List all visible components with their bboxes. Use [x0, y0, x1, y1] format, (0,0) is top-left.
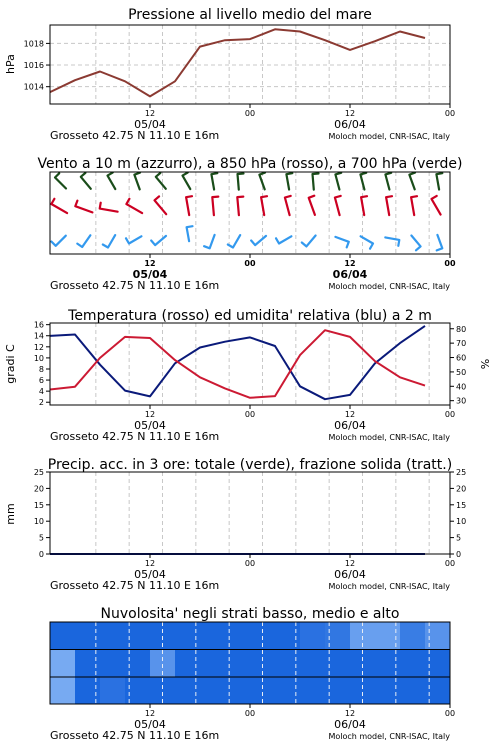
wind-barb	[126, 236, 141, 243]
cloud-cell	[175, 650, 201, 678]
y-tick-label: 20	[456, 484, 467, 494]
humidity-ylabel: %	[479, 358, 492, 370]
temperature-series	[50, 326, 425, 399]
wind-barb	[108, 173, 116, 190]
y-tick-label: 15	[33, 500, 44, 510]
y-tick-label: 25	[456, 468, 467, 477]
pressure-x-ticks	[50, 104, 455, 142]
pressure-y-ticks	[24, 39, 50, 91]
cloud-cell	[375, 650, 401, 678]
cloud-cell	[400, 677, 426, 705]
x-tick-label: 12	[144, 410, 156, 419]
y-tick-label: 10	[33, 353, 44, 363]
x-tick-label: 00	[444, 109, 456, 118]
pressure-panel	[4, 7, 455, 142]
y-tick-label: 5	[38, 533, 44, 543]
y-tick-label: 30	[456, 396, 467, 406]
cloud-cell	[50, 650, 76, 678]
cloud-cell	[275, 650, 301, 678]
cloud-cell	[300, 650, 326, 678]
location-label: Grosseto 42.75 N 11.10 E 16m	[50, 430, 220, 443]
model-label: Moloch model, CNR-ISAC, Italy	[328, 582, 450, 591]
wind-barb	[285, 196, 291, 215]
cloud-cell	[175, 677, 201, 705]
cloud-cell	[200, 650, 226, 678]
x-tick-label: 00	[444, 559, 456, 568]
cloud-cell	[175, 622, 201, 650]
x-tick-label: 12	[144, 109, 156, 118]
wind-barb	[237, 197, 243, 216]
y-tick-label: 8	[38, 364, 44, 374]
cloud-cell	[100, 650, 126, 678]
cloud-cell	[300, 677, 326, 705]
cloud-cell	[275, 622, 301, 650]
y-tick-label: 70	[456, 339, 467, 349]
location-label: Grosseto 42.75 N 11.10 E 16m	[50, 579, 220, 592]
cloud-cell	[75, 622, 101, 650]
pressure-title: Pressione al livello medio del mare	[128, 7, 372, 23]
cloud-cell	[200, 677, 226, 705]
wind-barb	[55, 173, 66, 188]
wind-barb	[211, 173, 217, 189]
temperature-title: Temperatura (rosso) ed umidita' relativa (blu) a 2 m	[68, 308, 432, 324]
date-label: 05/04	[132, 268, 168, 281]
wind-plot-frame	[50, 172, 450, 254]
y-tick-label: 12	[33, 342, 44, 352]
x-tick-label: 12	[144, 559, 156, 568]
x-tick-label: 12	[344, 109, 356, 118]
wind-barb	[313, 174, 319, 190]
cloud-cell	[75, 677, 101, 705]
temperature-plot-frame	[50, 323, 450, 405]
wind-barb	[77, 235, 90, 247]
cloud-x-ticks	[50, 704, 455, 742]
model-label: Moloch model, CNR-ISAC, Italy	[328, 433, 450, 442]
wind-barb	[100, 203, 118, 212]
wind-barb	[385, 173, 391, 190]
x-tick-label: 12	[144, 709, 156, 718]
y-tick-label: 4	[38, 387, 44, 397]
model-label: Moloch model, CNR-ISAC, Italy	[328, 132, 450, 141]
y-tick-label: 20	[33, 484, 44, 494]
y-tick-label: 60	[456, 353, 467, 363]
x-tick-label: 00	[444, 259, 456, 268]
precip-panel	[4, 457, 466, 592]
x-tick-label: 00	[444, 709, 456, 718]
wind-barb	[238, 174, 244, 190]
wind-barb	[75, 201, 92, 213]
wind-barb	[386, 196, 392, 215]
wind-barb	[302, 236, 316, 247]
wind-barb	[411, 236, 420, 251]
model-label: Moloch model, CNR-ISAC, Italy	[328, 732, 450, 741]
wind-barb	[134, 173, 140, 190]
wind-barb	[212, 197, 218, 216]
cloud-cell	[50, 677, 76, 705]
humidity-y-ticks	[450, 325, 466, 406]
wind-barb	[286, 173, 292, 189]
x-tick-label: 00	[244, 559, 256, 568]
temperature-y-ticks	[34, 321, 50, 408]
wind-barb	[187, 226, 193, 241]
wind-barb	[436, 173, 442, 189]
y-tick-label: 2	[38, 398, 44, 408]
wind-barb	[186, 196, 192, 215]
precip-y-ticks-right	[450, 468, 466, 559]
x-tick-label: 00	[244, 109, 256, 118]
wind-barb	[52, 236, 66, 246]
wind-barb	[409, 173, 415, 190]
cloud-cell	[100, 622, 126, 650]
pressure-plot-frame	[50, 25, 450, 104]
wind-panel	[37, 156, 462, 292]
wind-barb	[155, 196, 167, 214]
y-tick-label: 40	[456, 382, 467, 392]
model-label: Moloch model, CNR-ISAC, Italy	[328, 282, 450, 291]
cloud-cell	[400, 622, 426, 650]
cloud-cell	[400, 650, 426, 678]
wind-barb	[183, 173, 191, 190]
wind-barb	[432, 196, 441, 215]
precip-ylabel: mm	[4, 503, 17, 525]
date-label: 05/04	[134, 568, 166, 581]
wind-x-ticks	[50, 254, 456, 292]
cloud-cell	[375, 622, 401, 650]
wind-barb	[204, 235, 215, 248]
wind-title: Vento a 10 m (azzurro), a 850 hPa (rosso), a 700 hPa (verde)	[37, 156, 463, 172]
pressure-ylabel: hPa	[4, 54, 17, 74]
y-tick-label: 6	[38, 376, 44, 386]
y-tick-label: 80	[456, 324, 467, 334]
wind-barbs	[51, 173, 442, 251]
date-label: 06/04	[334, 118, 366, 131]
cloud-cell	[275, 677, 301, 705]
x-tick-label: 12	[344, 559, 356, 568]
x-tick-label: 12	[344, 709, 356, 718]
wind-barb	[51, 199, 67, 213]
wind-barb	[261, 196, 267, 215]
date-label: 05/04	[134, 118, 166, 131]
wind-barb	[81, 173, 91, 189]
cloud-cell	[200, 622, 226, 650]
cloud-cell	[50, 622, 76, 650]
cloud-cells	[50, 622, 451, 705]
cloud-cell	[100, 677, 126, 705]
x-tick-label: 12	[144, 259, 156, 268]
wind-barb	[335, 196, 341, 215]
location-label: Grosseto 42.75 N 11.10 E 16m	[50, 279, 220, 292]
precip-grid	[96, 472, 429, 554]
location-label: Grosseto 42.75 N 11.10 E 16m	[50, 729, 220, 742]
x-tick-label: 12	[344, 259, 356, 268]
precip-x-ticks	[50, 554, 455, 592]
y-tick-label: 0	[38, 550, 44, 559]
x-tick-label: 00	[244, 709, 256, 718]
date-label: 06/04	[332, 268, 368, 281]
wind-barb	[437, 235, 443, 251]
wind-barb	[411, 196, 417, 215]
y-tick-label: 10	[33, 517, 44, 527]
y-tick-label: 10	[456, 517, 467, 527]
y-tick-label: 1016	[23, 61, 44, 71]
cloud-title: Nuvolosita' negli strati basso, medio e alto	[100, 606, 400, 622]
wind-barb	[361, 196, 367, 215]
y-tick-label: 16	[33, 320, 44, 330]
y-tick-label: 14	[33, 331, 44, 341]
wind-barb	[156, 173, 166, 189]
date-label: 06/04	[334, 419, 366, 432]
y-tick-label: 1014	[23, 82, 44, 92]
x-tick-label: 00	[244, 259, 256, 268]
x-tick-label: 00	[244, 410, 256, 419]
temperature-ylabel: gradi C	[4, 344, 17, 384]
y-tick-label: 50	[456, 367, 467, 377]
date-label: 05/04	[134, 718, 166, 731]
y-tick-label: 25	[33, 468, 44, 477]
precip-y-ticks	[34, 468, 50, 559]
x-tick-label: 00	[444, 410, 456, 419]
date-label: 06/04	[334, 718, 366, 731]
wind-barb	[385, 237, 399, 245]
cloud-cell	[300, 622, 326, 650]
precip-plot-frame	[50, 472, 450, 554]
y-tick-label: 15	[456, 500, 467, 510]
wind-barb	[276, 236, 291, 243]
wind-barb	[103, 235, 115, 247]
location-label: Grosseto 42.75 N 11.10 E 16m	[50, 129, 220, 142]
precip-title: Precip. acc. in 3 ore: totale (verde), frazione solida (tratt.)	[47, 457, 453, 473]
pressure-grid	[50, 25, 450, 104]
wind-barb	[151, 236, 166, 245]
wind-barb	[335, 237, 348, 248]
y-tick-label: 1018	[23, 39, 44, 49]
wind-barb	[335, 173, 341, 190]
date-label: 05/04	[134, 419, 166, 432]
wind-barb	[251, 236, 266, 245]
y-tick-label: 0	[456, 550, 462, 559]
temperature-x-ticks	[50, 405, 455, 443]
date-label: 06/04	[334, 568, 366, 581]
cloud-cell	[375, 677, 401, 705]
wind-barb	[360, 173, 366, 190]
temperature-panel	[4, 308, 492, 443]
cloud-panel	[50, 606, 455, 742]
cloud-cell	[75, 650, 101, 678]
wind-barb	[309, 196, 315, 215]
x-tick-label: 12	[344, 410, 356, 419]
humidity-line	[50, 326, 425, 399]
y-tick-label: 5	[456, 533, 462, 543]
